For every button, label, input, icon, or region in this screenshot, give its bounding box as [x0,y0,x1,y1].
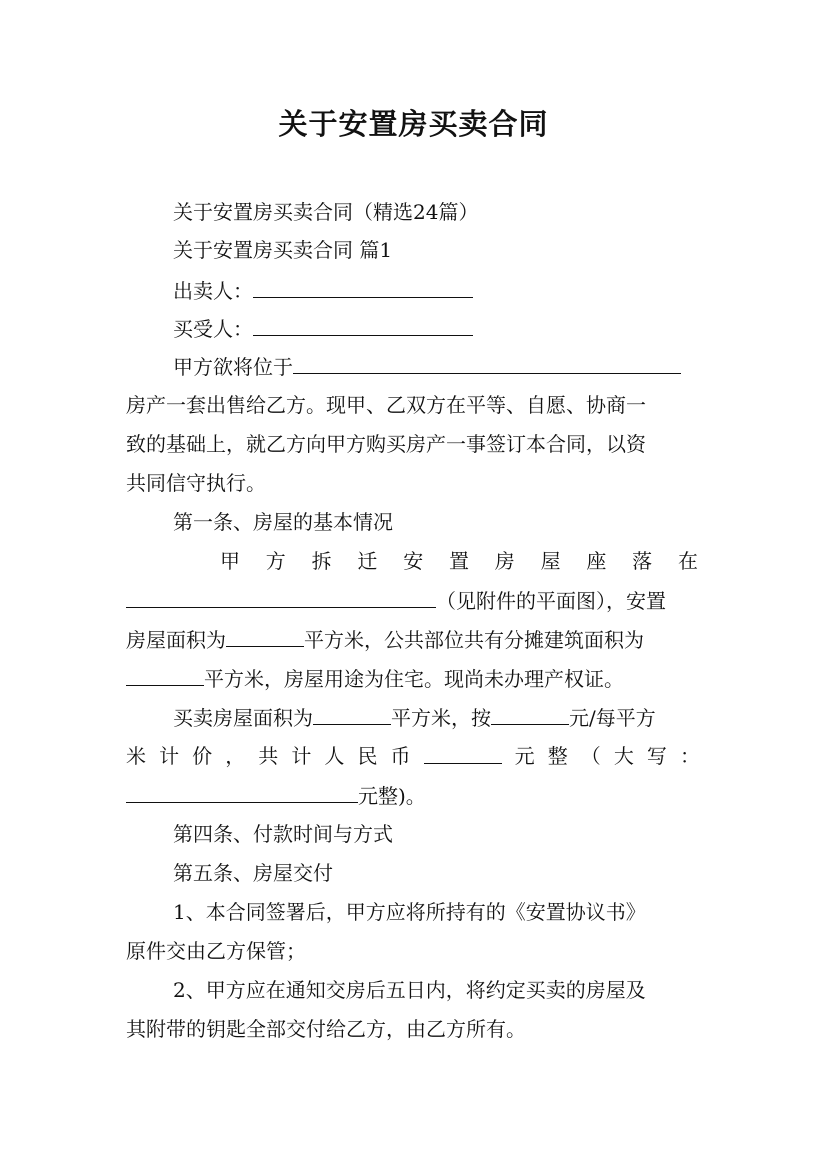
seller-blank [253,277,473,298]
capital-amount-text: 元整)。 [358,784,426,808]
char: 计 [159,744,180,768]
plan-text: （见附件的平面图），安置 [436,589,666,613]
shared-area-label: 平方米，公共部位共有分摊建筑面积为 [304,628,644,652]
section-heading: 第一条、房屋的基本情况 [173,510,393,534]
paragraph-line: 其附带的钥匙全部交付给乙方，由乙方所有。 [126,1017,526,1041]
area-blank [226,626,304,647]
char: （ [580,744,601,768]
total-price-blank [424,743,502,764]
char: 在 [677,549,698,573]
char: 人 [324,744,345,768]
paragraph-line: 2、甲方应在通知交房后五日内，将约定买卖的房屋及 [173,978,646,1002]
sale-area-label: 买卖房屋面积为 [173,706,313,730]
char: 计 [291,744,312,768]
location-line [173,353,681,380]
buyer-line [173,315,473,342]
buyer-blank [253,315,473,336]
char: 大 [613,744,634,768]
char: 屋 [540,549,561,573]
paragraph-line: 关于安置房买卖合同（精选24篇） [173,200,479,224]
plan-line [126,587,666,614]
char: ， [225,744,246,768]
area-label: 房屋面积为 [126,628,226,652]
char: 整 [547,744,568,768]
capital-amount-blank [126,782,358,803]
usage-line [126,665,624,692]
char: 置 [448,549,469,573]
char: 民 [357,744,378,768]
sale-area-blank [313,704,391,725]
seller-label: 出卖人： [173,279,253,303]
paragraph-line: 1、本合同签署后，甲方应将所持有的《安置协议书》 [173,900,646,924]
paragraph-line: 共同信守执行。 [126,471,266,495]
char: 拆 [311,549,332,573]
location-blank [126,587,436,608]
area-line [126,626,644,653]
char: 座 [586,549,607,573]
justified-line [126,743,700,769]
char: 落 [632,549,653,573]
char: 写 [646,744,667,768]
document-title: 关于安置房买卖合同 [278,107,549,141]
price-line [173,704,656,731]
location-blank [293,353,681,374]
paragraph-line: 原件交由乙方保管； [126,939,306,963]
shared-area-blank [126,665,204,686]
location-label: 甲方欲将位于 [173,355,293,379]
capital-amount-line [126,782,426,809]
char: 元 [514,744,535,768]
char: 方 [265,549,286,573]
section-heading: 第五条、房屋交付 [173,861,333,885]
justified-line [220,548,698,574]
char: 米 [126,744,146,768]
paragraph-line: 致的基础上，就乙方向甲方购买房产一事签订本合同，以资 [126,432,646,456]
char: ： [679,744,700,768]
char: 共 [258,744,279,768]
paragraph-line: 关于安置房买卖合同 篇1 [173,238,393,262]
char: 房 [494,549,515,573]
section-heading: 第四条、付款时间与方式 [173,822,393,846]
char: 迁 [357,549,378,573]
paragraph-line: 房产一套出售给乙方。现甲、乙双方在平等、自愿、协商一 [126,393,646,417]
seller-line [173,277,473,304]
buyer-label: 买受人： [173,317,253,341]
char: 价 [192,744,213,768]
unit-price-blank [491,704,569,725]
char: 币 [390,744,411,768]
unit-label: 平方米，按 [391,706,491,730]
char: 甲 [220,549,240,573]
usage-text: 平方米，房屋用途为住宅。现尚未办理产权证。 [204,667,624,691]
unit-price-label: 元/每平方 [569,706,656,730]
char: 安 [403,549,424,573]
